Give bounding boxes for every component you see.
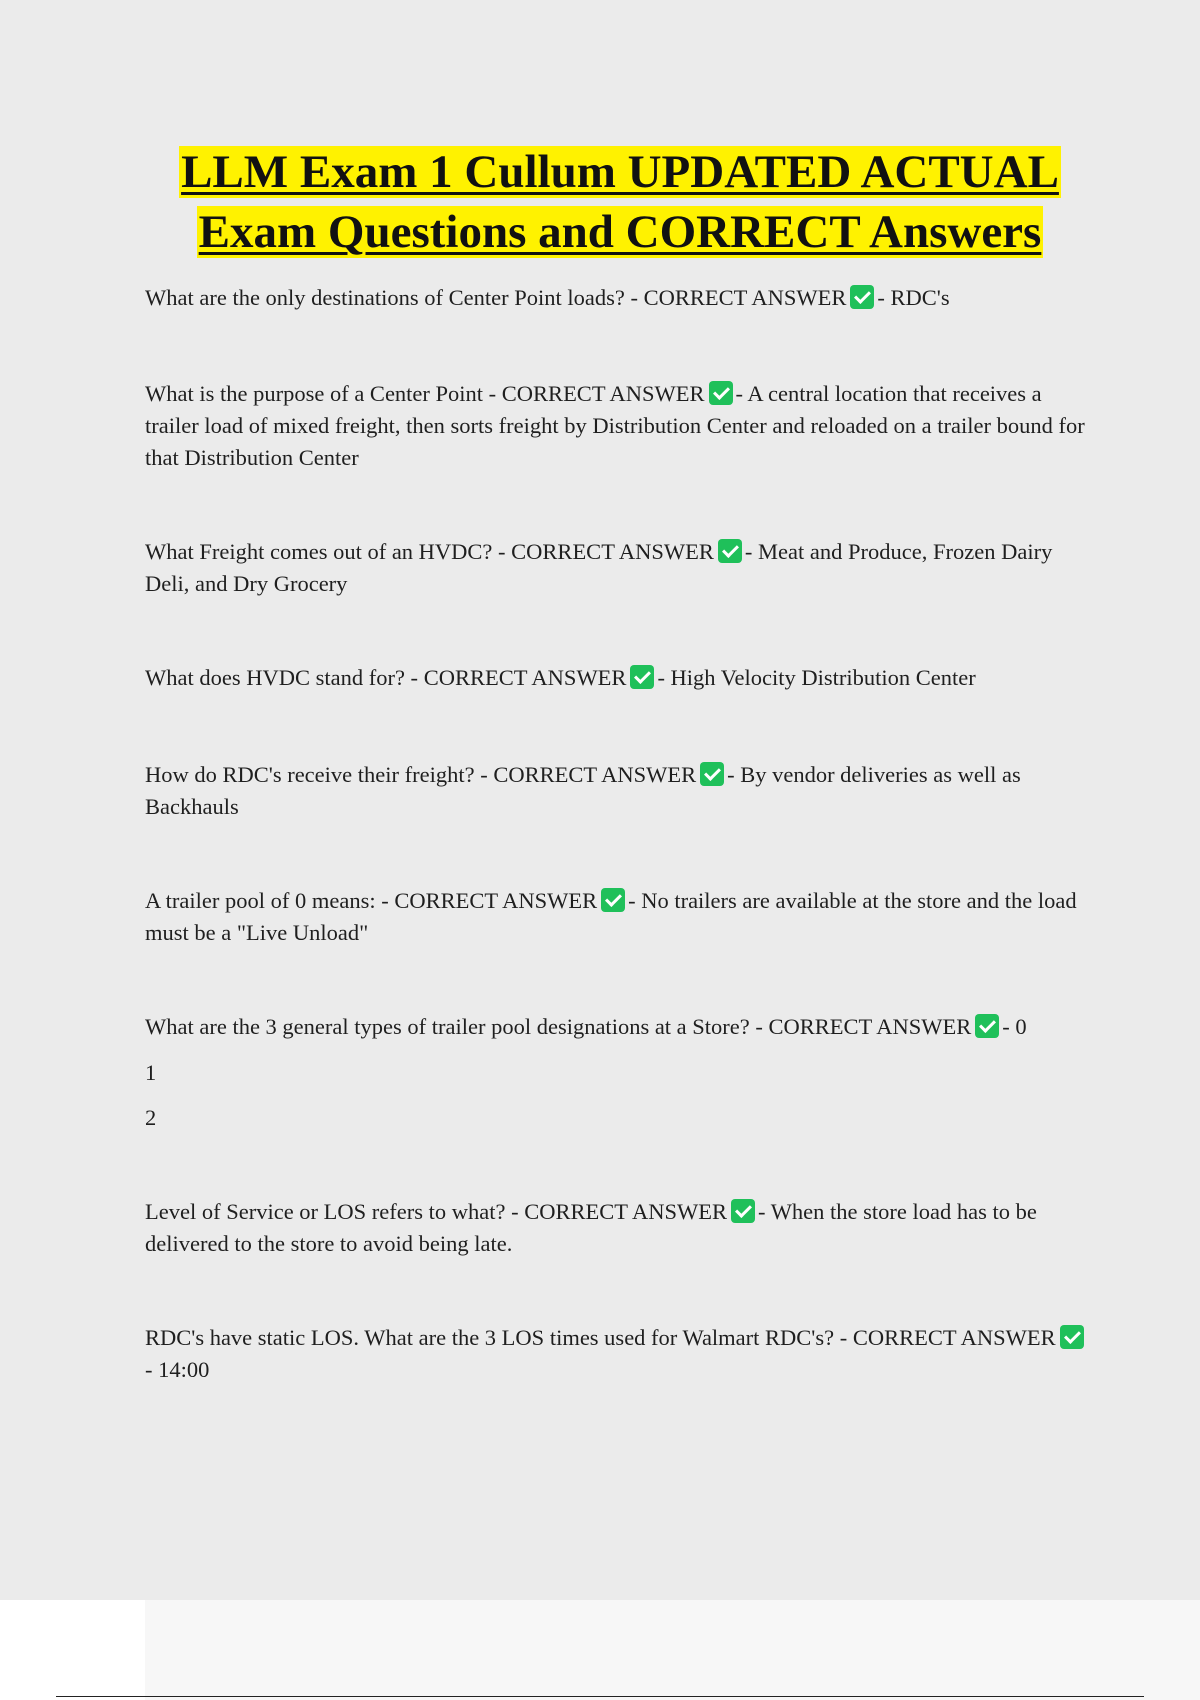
check-mark-icon [850,285,874,309]
answer-text: - By vendor deliveries as well as Backhauls [145,762,1021,819]
answer-text: - RDC's [877,285,950,310]
answer-text: - 14:00 [145,1357,210,1382]
answer-marker: CORRECT ANSWER [493,762,697,787]
check-mark-icon [630,665,654,689]
answer-marker: CORRECT ANSWER [501,381,705,406]
question-text: A trailer pool of 0 means: - [145,888,389,913]
answer-marker: CORRECT ANSWER [394,888,598,913]
qa-list [145,282,1090,1386]
qa-item-7 [145,1011,1090,1043]
check-mark-icon [1060,1325,1084,1349]
question-text: RDC's have static LOS. What are the 3 LOS times used for Walmart RDC's? - [145,1325,848,1350]
check-mark-icon [709,381,733,405]
qa-item-6 [145,885,1090,949]
answer-text: - Meat and Produce, Frozen Dairy Deli, and Dry Grocery [145,539,1053,596]
answer-text: - No trailers are available at the store and the load must be a "Live Unload" [145,888,1077,945]
answer-marker: CORRECT ANSWER [423,665,627,690]
check-mark-icon [975,1014,999,1038]
document-title: LLM Exam 1 Cullum UPDATED ACTUAL Exam Questions and CORRECT Answers [181,146,1059,258]
answer-line: 1 [145,1060,157,1085]
question-text: What is the purpose of a Center Point - [145,381,497,406]
next-page-edge [145,1600,1200,1700]
question-text: Level of Service or LOS refers to what? - [145,1199,519,1224]
question-text: What does HVDC stand for? - [145,665,419,690]
answer-marker: CORRECT ANSWER [511,539,714,564]
qa-item-2 [145,378,1090,474]
qa-item-8 [145,1196,1090,1260]
answer-text: - A central location that receives a trailer load of mixed freight, then sorts freight by Distribution Center and reloaded on a trailer bound for that Distribution Center [145,381,1085,470]
answer-text: - When the store load has to be delivered to the store to avoid being late. [145,1199,1037,1256]
qa-item-9 [145,1322,1090,1386]
check-mark-icon [601,888,625,912]
qa-item-5 [145,759,1090,823]
qa-item-3 [145,536,1090,600]
question-text: How do RDC's receive their freight? - [145,762,488,787]
answer-text: - 0 [1002,1014,1027,1039]
question-text: What are the only destinations of Center Point loads? - [145,285,639,310]
page-footer-rule [56,1696,1144,1697]
answer-text: - High Velocity Distribution Center [657,665,976,690]
check-mark-icon [718,539,742,563]
qa-item-1 [145,282,1090,314]
answer-line: 2 [145,1105,157,1130]
qa-item-4 [145,662,1090,694]
question-text: What are the 3 general types of trailer pool designations at a Store? - [145,1014,763,1039]
check-mark-icon [700,762,724,786]
question-text: What Freight comes out of an HVDC? - [145,539,506,564]
answer-marker: CORRECT ANSWER [768,1014,972,1039]
answer-marker: CORRECT ANSWER [643,285,847,310]
answer-marker: CORRECT ANSWER [852,1325,1056,1350]
answer-marker: CORRECT ANSWER [524,1199,727,1224]
check-mark-icon [731,1199,755,1223]
